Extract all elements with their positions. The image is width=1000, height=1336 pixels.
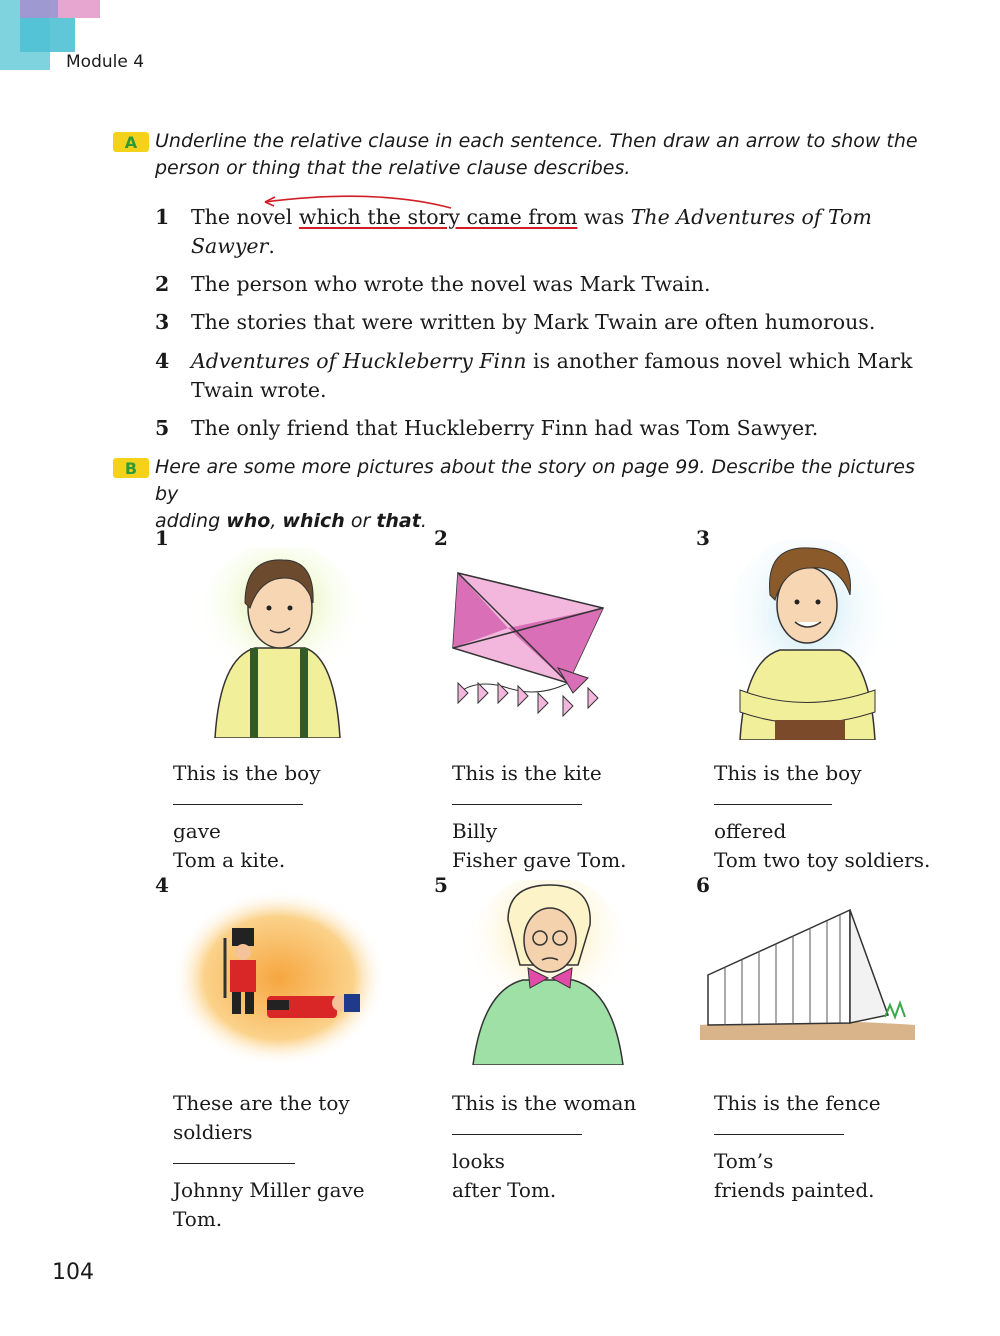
caption-line: Tom a kite. (173, 848, 286, 872)
caption-6 (714, 1089, 944, 1205)
caption-line: after Tom. (452, 1178, 557, 1202)
instruction-text: , (270, 510, 283, 532)
sentence-3 (155, 308, 935, 337)
instruction-line: Underline the relative clause in each sentence. Then draw an arrow to show the (155, 130, 918, 152)
caption-line: These are the toy (173, 1091, 350, 1115)
sentence-number: 3 (155, 310, 170, 334)
item-number: 6 (696, 873, 710, 897)
relative-clause-underlined: which the story came from (298, 205, 578, 229)
answer-blank[interactable] (714, 803, 832, 805)
caption-4 (173, 1089, 403, 1234)
keyword-who: who (226, 510, 271, 532)
instruction-text: . (420, 510, 427, 532)
section-a-badge: A (113, 132, 149, 152)
caption-line: Tom two toy soldiers. (714, 848, 931, 872)
caption-line: This is the kite (452, 761, 602, 785)
caption-line: offered (714, 819, 787, 843)
sentence-text: The person who wrote the novel was Mark Twain. (191, 272, 711, 296)
caption-line: Johnny Miller gave (173, 1178, 365, 1202)
instruction-line: Here are some more pictures about the story on page 99. Describe the pictures by (155, 456, 915, 505)
toy-soldiers-illustration (172, 888, 387, 1068)
book-title: Sawyer (191, 234, 269, 258)
caption-line: Billy (452, 819, 498, 843)
sentence-2 (155, 270, 935, 299)
sentence-5 (155, 414, 935, 443)
item-number: 1 (155, 526, 169, 550)
caption-line: soldiers (173, 1120, 253, 1144)
caption-line: This is the fence (714, 1091, 881, 1115)
section-b-instruction (155, 454, 935, 535)
caption-1 (173, 759, 403, 875)
fence-illustration (700, 905, 915, 1040)
module-label: Module 4 (66, 52, 145, 72)
item-number: 5 (434, 873, 448, 897)
instruction-text: adding (155, 510, 227, 532)
caption-line: Fisher gave Tom. (452, 848, 627, 872)
sentence-number: 2 (155, 272, 170, 296)
section-a-instruction (155, 128, 935, 182)
keyword-that: that (376, 510, 421, 532)
page-number: 104 (52, 1260, 94, 1285)
woman-illustration (468, 880, 628, 1065)
caption-line: Tom. (173, 1207, 223, 1231)
sentence-text: The novel (191, 205, 299, 229)
boy-illustration (195, 548, 355, 738)
caption-line: This is the boy (173, 761, 321, 785)
sentence-text: . (268, 234, 275, 258)
book-title: Adventures of Huckleberry Finn (191, 349, 527, 373)
answer-blank[interactable] (452, 803, 582, 805)
item-number: 4 (155, 873, 169, 897)
sentence-text: was (577, 205, 631, 229)
item-number: 3 (696, 526, 710, 550)
sentence-number: 4 (155, 349, 170, 373)
sentence-number: 1 (155, 205, 170, 229)
answer-blank[interactable] (173, 803, 303, 805)
instruction-text: or (344, 510, 377, 532)
sentence-number: 5 (155, 416, 170, 440)
caption-line: Tom’s (714, 1149, 774, 1173)
caption-3 (714, 759, 954, 875)
instruction-line: person or thing that the relative clause describes. (155, 157, 631, 179)
answer-blank[interactable] (173, 1162, 295, 1164)
caption-line: friends painted. (714, 1178, 875, 1202)
caption-line: looks (452, 1149, 505, 1173)
sentence-text: The stories that were written by Mark Twain are often humorous. (191, 310, 876, 334)
keyword-which: which (282, 510, 345, 532)
caption-5 (452, 1089, 682, 1205)
answer-blank[interactable] (714, 1133, 844, 1135)
sentence-1 (155, 203, 935, 261)
item-number: 2 (434, 526, 448, 550)
sentence-4 (155, 347, 935, 405)
caption-line: This is the boy (714, 761, 862, 785)
sentence-text: Twain wrote. (191, 378, 327, 402)
book-title: The Adventures of Tom (630, 205, 872, 229)
kite-illustration (448, 568, 628, 728)
sentence-text: is another famous novel which Mark (526, 349, 913, 373)
tom-illustration (725, 540, 890, 740)
sentence-text: The only friend that Huckleberry Finn had was Tom Sawyer. (191, 416, 819, 440)
caption-2 (452, 759, 682, 875)
answer-blank[interactable] (452, 1133, 582, 1135)
caption-line: This is the woman (452, 1091, 637, 1115)
caption-line: gave (173, 819, 221, 843)
section-b-badge: B (113, 458, 149, 478)
